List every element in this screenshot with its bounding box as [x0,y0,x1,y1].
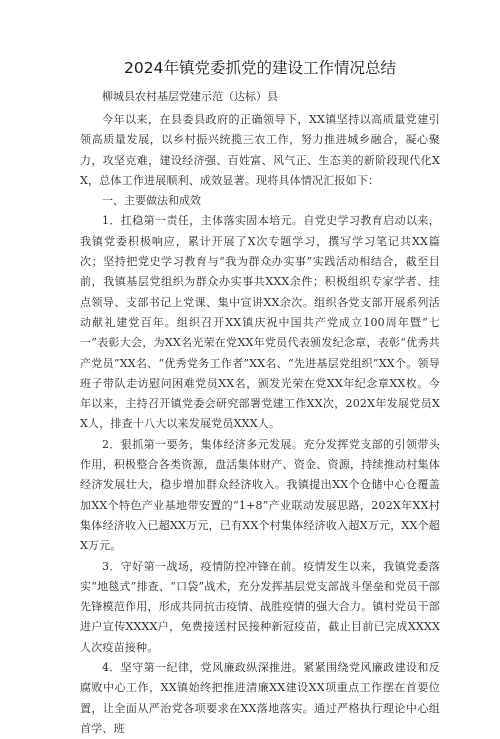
document-title: 2024年镇党委抓党的建设工作情况总结 [124,59,396,77]
body-paragraph-4: 4．坚守第一纪律，党风廉政纵深推进。紧紧围绕党风廉政建设和反腐败中心工作，XX镇始终把推进清廉XX建设XX项重点工作摆在首要位置，让全面从严治党各项要求在XX落地落实。通过严格执行理论中心组首学、班 [80,661,440,735]
body-paragraph-2: 2．狠抓第一要务，集体经济多元发展。充分发挥党支部的引领带头作用，积极整合各类资源，盘活集体财产、资金、资源，持续推动村集体经济发展壮大，稳步增加群众经济收入。我镇提出XX个仓储中心仓覆盖加XX个特色产业基地带安置的“1+8”产业联动发展思路，202X年XX村集体经济收入已超XX万元，已有XX个村集体经济收入超X万元，XX个超X万元。 [80,437,440,553]
author-line: 柳城县农村基层党建示范（达标）县 [102,90,278,103]
body-paragraph-1: 1．扛稳第一责任，主体落实固本培元。自党史学习教育启动以来，我镇党委积极响应，累计开展了X次专题学习，撰写学习笔记共XX篇次；坚持把党史学习教育与“我为群众办实事”实践活动相结合，截至目前，我镇基层党组织为群众办实事共XXX余件；积极组织专家学者、挂点领导、支部书记上党课、集中宣讲XX余次。组织各党支部开展系列活动献礼建党百年。组织召开XX镇庆祝中国共产党成立100周年暨“七一”表彰大会，为XX名光荣在党XX年党员代表颁发纪念章，表彰“优秀共产党员”XX名、“优秀党务工作者”XX名、“先进基层党组织”XX个。领导班子带队走访慰问困难党员XX名，颁发光荣在党XX年纪念章XX枚。今年以来，主持召开镇党委会研究部署党建工作XX次，202X年发展党员XX人，排查十八大以来发展党员XXX人。 [80,214,440,431]
body-paragraph-3: 3．守好第一战场，疫情防控冲锋在前。疫情发生以来，我镇党委落实“地毯式”排查、“口袋”战术，充分发挥基层党支部战斗堡垒和党员干部先锋模范作用，形成共同抗击疫情、战胜疫情的强大合力。镇村党员干部进户宣传XXXX户，免费接送村民接种新冠疫苗，截止目前已完成XXXX人次疫苗接种。 [80,559,440,654]
intro-paragraph: 今年以来，在县委县政府的正确领导下，XX镇坚持以高质量党建引领高质量发展，以乡村振兴统揽三农工作，努力推进城乡融合，凝心聚力，攻坚克难，建设经济强、百姓富、风气正、生态美的新阶段现代化XX，总体工作进展顺利、成效显著。现将具体情况汇报如下： [80,113,440,187]
section-heading: 一、主要做法和成效 [102,194,201,208]
